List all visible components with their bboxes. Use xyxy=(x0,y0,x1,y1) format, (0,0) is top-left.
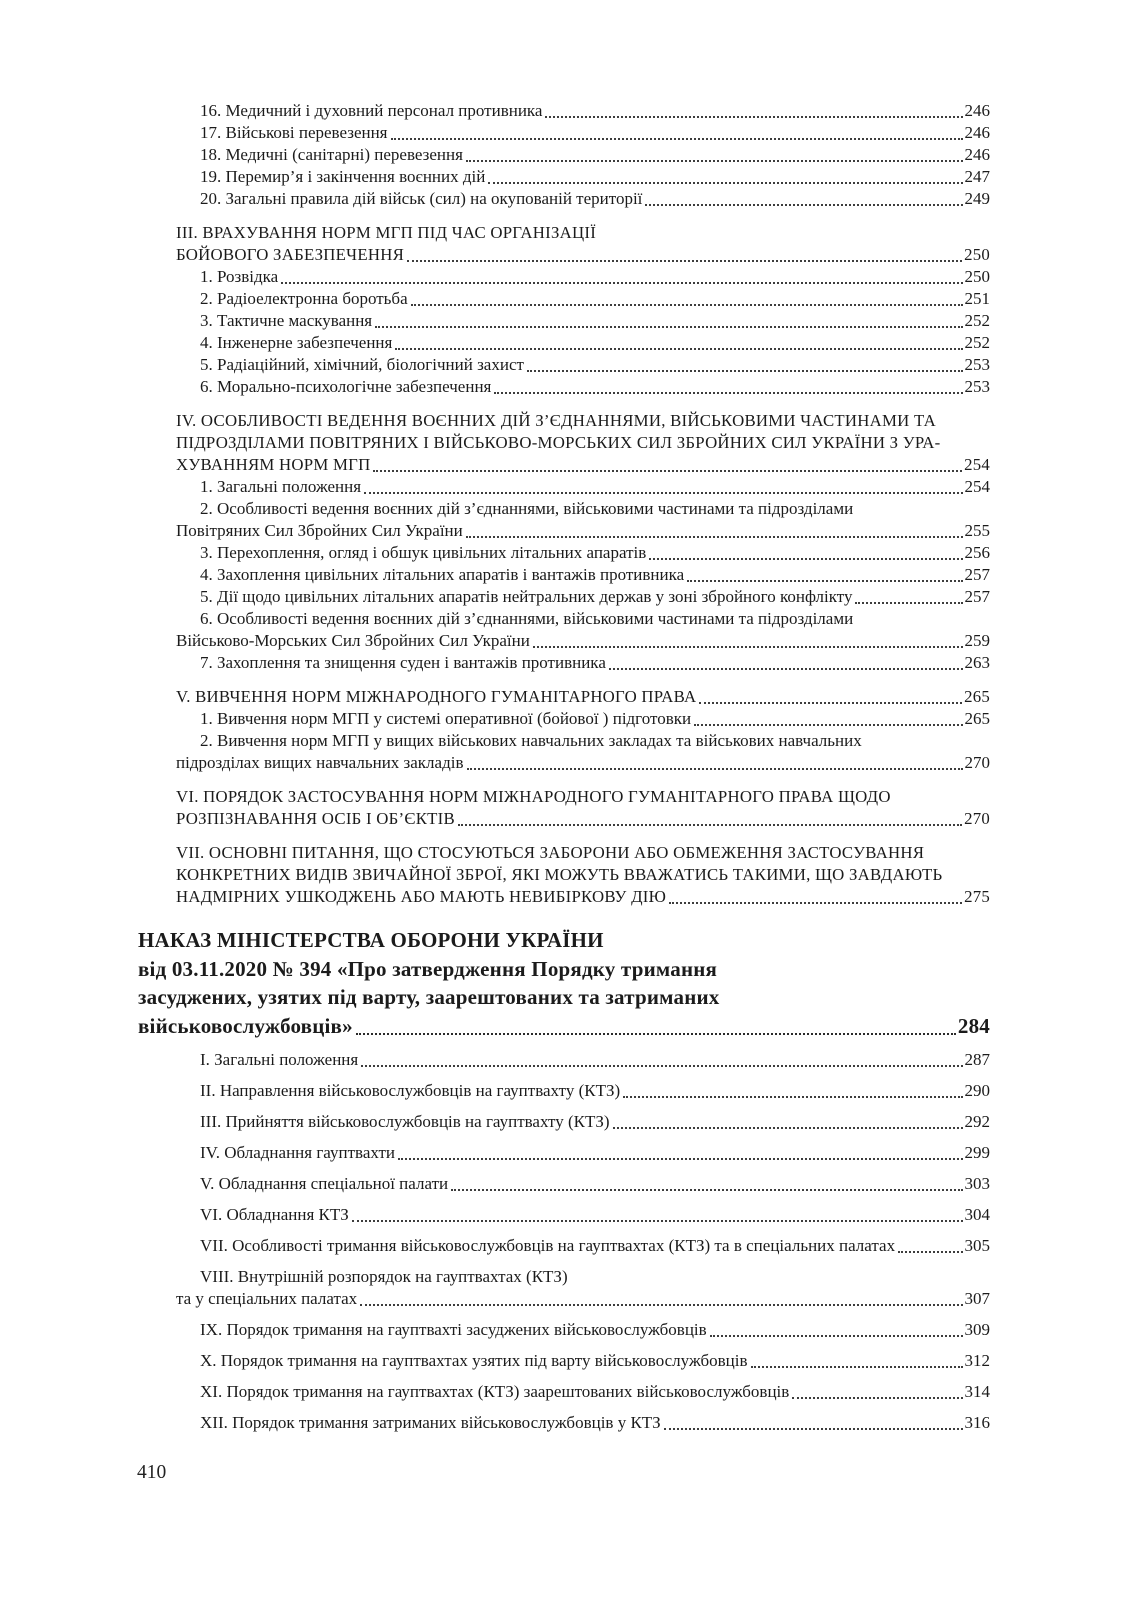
toc-entry-title: ХУВАННЯМ НОРМ МГП xyxy=(176,455,371,474)
toc-entry-row xyxy=(138,542,990,564)
toc-entry-line: КОНКРЕТНИХ ВИДІВ ЗВИЧАЙНОЇ ЗБРОЇ, ЯКІ МОЖУТЬ ВВАЖАТИСЬ ТАКИМИ, ЩО ЗАВДАЮТЬ xyxy=(176,865,943,884)
page-number: 410 xyxy=(137,1462,167,1483)
toc-entry-page: 246 xyxy=(964,101,990,120)
toc-item xyxy=(138,188,990,210)
toc-entry-row xyxy=(138,564,990,586)
toc-chapter-item xyxy=(138,1235,990,1257)
toc-entry-title: 20. Загальні правила дій військ (сил) на окупованій території xyxy=(200,189,643,208)
toc-entry-title: Військово-Морських Сил Збройних Сил України xyxy=(176,631,530,650)
toc-entry-title: V. Обладнання спеціальної палати xyxy=(200,1174,449,1193)
toc-entry-title: 3. Перехоплення, огляд і обшук цивільних літальних апаратів xyxy=(200,543,647,562)
toc-entry-title: 17. Військові перевезення xyxy=(200,123,388,142)
toc-chapter-item xyxy=(138,1350,990,1372)
toc-entry-title: 1. Вивчення норм МГП у системі оперативної (бойової ) підготовки xyxy=(200,709,692,728)
toc-entry-page: 249 xyxy=(964,189,990,208)
toc-entry-title: XI. Порядок тримання на гауптвахтах (КТЗ) заарештованих військовослужбовців xyxy=(200,1382,790,1401)
toc-item xyxy=(138,266,990,288)
toc-entry-line: 2. Особливості ведення воєнних дій з’єднаннями, військовими частинами та підрозділами xyxy=(200,499,854,518)
toc-entry-title: військовослужбовців» xyxy=(138,1013,353,1038)
toc-entry-page: 247 xyxy=(964,167,990,186)
toc-entry-row xyxy=(138,1049,990,1071)
toc-section-heading xyxy=(138,410,990,476)
toc-entry-title: НАДМІРНИХ УШКОДЖЕНЬ АБО МАЮТЬ НЕВИБІРКОВУ ДІЮ xyxy=(176,887,667,906)
toc-chapter-item xyxy=(138,1080,990,1102)
toc-entry-title: II. Направлення військовослужбовців на гауптвахту (КТЗ) xyxy=(200,1081,621,1100)
toc-entry-row xyxy=(138,808,990,830)
toc-item xyxy=(138,652,990,674)
toc-entry-page: 251 xyxy=(964,289,990,308)
toc-entry-row xyxy=(138,100,990,122)
toc-item xyxy=(138,708,990,730)
toc-entry-line: 2. Вивчення норм МГП у вищих військових навчальних закладах та військових навчальних xyxy=(200,731,862,750)
toc-entry-page: 303 xyxy=(964,1174,990,1193)
toc-entry-title: X. Порядок тримання на гауптвахтах узятих під варту військовослужбовців xyxy=(200,1351,748,1370)
toc-entry-line: НАКАЗ МІНІСТЕРСТВА ОБОРОНИ УКРАЇНИ xyxy=(138,928,604,952)
toc-item xyxy=(138,354,990,376)
toc-entry-row xyxy=(138,1350,990,1372)
toc-entry-line: VIII. Внутрішній розпорядок на гауптвахтах (КТЗ) xyxy=(200,1267,568,1286)
toc-entry-page: 259 xyxy=(964,631,990,650)
toc-entry-page: 253 xyxy=(964,377,990,396)
toc-entry-title: 4. Інженерне забезпечення xyxy=(200,333,393,352)
toc-entry-page: 270 xyxy=(964,753,990,772)
toc-entry-title: 5. Радіаційний, хімічний, біологічний захист xyxy=(200,355,524,374)
toc-document-title xyxy=(138,926,990,1040)
toc-entry-page: 254 xyxy=(964,477,990,496)
toc-entry-page: 256 xyxy=(964,543,990,562)
toc-entry-page: 292 xyxy=(964,1112,990,1131)
toc-item xyxy=(138,144,990,166)
toc-chapter-item xyxy=(138,1266,990,1310)
toc-item xyxy=(138,542,990,564)
toc-entry-page: 265 xyxy=(964,687,990,706)
toc-entry-line: 6. Особливості ведення воєнних дій з’єднаннями, військовими частинами та підрозділами xyxy=(200,609,854,628)
toc-chapter-item xyxy=(138,1111,990,1133)
toc-item xyxy=(138,122,990,144)
toc-entry-row xyxy=(138,1111,990,1133)
toc-entry-row xyxy=(138,1204,990,1226)
toc-entry-row xyxy=(138,1412,990,1434)
toc-entry-line: від 03.11.2020 № 394 «Про затвердження Порядку тримання xyxy=(138,956,718,981)
toc-entry-page: 290 xyxy=(964,1081,990,1100)
toc-entry-row xyxy=(138,1235,990,1257)
toc-entry-title: 2. Радіоелектронна боротьба xyxy=(200,289,408,308)
toc-entry-title: IX. Порядок тримання на гауптвахті засуджених військовослужбовців xyxy=(200,1320,707,1339)
toc-entry-row xyxy=(138,376,990,398)
toc-entry-title: 3. Тактичне маскування xyxy=(200,311,373,330)
toc-entry-row xyxy=(138,586,990,608)
toc-chapter-item xyxy=(138,1142,990,1164)
toc-entry-page: 246 xyxy=(964,145,990,164)
toc-entry-page: 312 xyxy=(964,1351,990,1370)
toc-entry-line: VII. ОСНОВНІ ПИТАННЯ, ЩО СТОСУЮТЬСЯ ЗАБОРОНИ АБО ОБМЕЖЕННЯ ЗАСТОСУВАННЯ xyxy=(176,843,925,862)
table-of-contents xyxy=(138,100,990,1434)
toc-entry-row xyxy=(138,1288,990,1310)
toc-item xyxy=(138,608,990,652)
toc-entry-title: 18. Медичні (санітарні) перевезення xyxy=(200,145,463,164)
toc-entry-page: 287 xyxy=(964,1050,990,1069)
toc-entry-row xyxy=(138,244,990,266)
toc-entry-page: 270 xyxy=(964,809,990,828)
toc-entry-row xyxy=(138,1381,990,1403)
toc-item xyxy=(138,288,990,310)
toc-entry-row xyxy=(138,454,990,476)
toc-entry-title: РОЗПІЗНАВАННЯ ОСІБ І ОБ’ЄКТІВ xyxy=(176,809,455,828)
toc-entry-title: 1. Загальні положення xyxy=(200,477,362,496)
toc-entry-page: 255 xyxy=(964,521,990,540)
toc-item xyxy=(138,332,990,354)
toc-entry-title: підрозділах вищих навчальних закладів xyxy=(176,753,464,772)
toc-entry-row xyxy=(138,686,990,708)
toc-entry-page: 254 xyxy=(964,455,990,474)
toc-entry-row xyxy=(138,708,990,730)
toc-entry-row xyxy=(138,122,990,144)
toc-entry-row xyxy=(138,520,990,542)
toc-item xyxy=(138,376,990,398)
toc-chapter-item xyxy=(138,1381,990,1403)
toc-item xyxy=(138,564,990,586)
toc-entry-line: IV. ОСОБЛИВОСТІ ВЕДЕННЯ ВОЄННИХ ДІЙ З’ЄДНАННЯМИ, ВІЙСЬКОВИМИ ЧАСТИНАМИ ТА xyxy=(176,411,937,430)
toc-entry-page: 304 xyxy=(964,1205,990,1224)
toc-section-heading xyxy=(138,786,990,830)
toc-entry-row xyxy=(138,310,990,332)
toc-entry-page: 275 xyxy=(964,887,990,906)
toc-entry-row xyxy=(138,752,990,774)
toc-item xyxy=(138,476,990,498)
toc-entry-title: 1. Розвідка xyxy=(200,267,279,286)
toc-entry-title: 7. Захоплення та знищення суден і вантажів противника xyxy=(200,653,606,672)
toc-entry-page: 252 xyxy=(964,311,990,330)
toc-entry-row xyxy=(138,1142,990,1164)
toc-entry-page: 299 xyxy=(964,1143,990,1162)
toc-entry-row xyxy=(138,288,990,310)
toc-entry-page: 284 xyxy=(957,1013,990,1038)
toc-item xyxy=(138,498,990,542)
toc-entry-row xyxy=(138,166,990,188)
toc-entry-title: 16. Медичний і духовний персонал противника xyxy=(200,101,543,120)
toc-entry-title: IV. Обладнання гауптвахти xyxy=(200,1143,395,1162)
toc-entry-title: I. Загальні положення xyxy=(200,1050,359,1069)
toc-item xyxy=(138,730,990,774)
toc-entry-title: 6. Морально-психологічне забезпечення xyxy=(200,377,492,396)
toc-entry-row xyxy=(138,1173,990,1195)
toc-entry-page: 265 xyxy=(964,709,990,728)
toc-item xyxy=(138,586,990,608)
toc-entry-line: засуджених, узятих під варту, заарештованих та затриманих xyxy=(138,985,720,1009)
toc-entry-page: 263 xyxy=(964,653,990,672)
toc-entry-page: 250 xyxy=(964,267,990,286)
toc-entry-title: БОЙОВОГО ЗАБЕЗПЕЧЕННЯ xyxy=(176,245,405,264)
toc-chapter-item xyxy=(138,1049,990,1071)
toc-entry-page: 253 xyxy=(964,355,990,374)
toc-entry-title: Повітряних Сил Збройних Сил України xyxy=(176,521,463,540)
toc-entry-row xyxy=(138,630,990,652)
toc-section-heading xyxy=(138,686,990,708)
toc-entry-row xyxy=(138,886,990,908)
toc-entry-row xyxy=(138,188,990,210)
toc-entry-title: III. Прийняття військовослужбовців на гауптвахту (КТЗ) xyxy=(200,1112,610,1131)
toc-item xyxy=(138,166,990,188)
toc-entry-row xyxy=(138,1319,990,1341)
toc-chapter-item xyxy=(138,1319,990,1341)
toc-entry-row xyxy=(138,354,990,376)
toc-entry-page: 309 xyxy=(964,1320,990,1339)
toc-entry-line: VI. ПОРЯДОК ЗАСТОСУВАННЯ НОРМ МІЖНАРОДНОГО ГУМАНІТАРНОГО ПРАВА ЩОДО xyxy=(176,787,891,806)
toc-entry-page: 314 xyxy=(964,1382,990,1401)
toc-entry-page: 246 xyxy=(964,123,990,142)
toc-entry-title: XII. Порядок тримання затриманих військовослужбовців у КТЗ xyxy=(200,1413,661,1432)
toc-entry-row xyxy=(138,476,990,498)
toc-entry-row xyxy=(138,332,990,354)
toc-entry-title: VII. Особливості тримання військовослужбовців на гауптвахтах (КТЗ) та в спеціальних палатах xyxy=(200,1236,896,1255)
toc-chapter-item xyxy=(138,1412,990,1434)
toc-entry-title: 19. Перемир’я і закінчення воєнних дій xyxy=(200,167,486,186)
toc-section-heading xyxy=(138,842,990,908)
toc-entry-page: 307 xyxy=(964,1289,990,1308)
toc-section-heading xyxy=(138,222,990,266)
toc-entry-page: 257 xyxy=(964,587,990,606)
toc-entry-page: 305 xyxy=(964,1236,990,1255)
toc-chapter-item xyxy=(138,1204,990,1226)
toc-entry-row xyxy=(138,266,990,288)
toc-item xyxy=(138,100,990,122)
toc-entry-title: 4. Захоплення цивільних літальних апаратів і вантажів противника xyxy=(200,565,685,584)
toc-entry-page: 316 xyxy=(964,1413,990,1432)
toc-entry-row xyxy=(138,144,990,166)
toc-chapter-item xyxy=(138,1173,990,1195)
toc-entry-line: ПІДРОЗДІЛАМИ ПОВІТРЯНИХ І ВІЙСЬКОВО-МОРСЬКИХ СИЛ ЗБРОЙНИХ СИЛ УКРАЇНИ З УРА- xyxy=(176,433,941,452)
toc-entry-row xyxy=(138,652,990,674)
toc-entry-title: та у спеціальних палатах xyxy=(176,1289,358,1308)
toc-entry-page: 250 xyxy=(964,245,990,264)
toc-entry-row xyxy=(138,1012,990,1041)
toc-entry-title: 5. Дії щодо цивільних літальних апаратів нейтральних держав у зоні збройного конфлікту xyxy=(200,587,853,606)
toc-entry-line: III. ВРАХУВАННЯ НОРМ МГП ПІД ЧАС ОРГАНІЗАЦІЇ xyxy=(176,223,597,242)
toc-item xyxy=(138,310,990,332)
toc-entry-title: VI. Обладнання КТЗ xyxy=(200,1205,349,1224)
toc-entry-title: V. ВИВЧЕННЯ НОРМ МІЖНАРОДНОГО ГУМАНІТАРНОГО ПРАВА xyxy=(176,687,697,706)
toc-entry-page: 252 xyxy=(964,333,990,352)
toc-entry-page: 257 xyxy=(964,565,990,584)
toc-entry-row xyxy=(138,1080,990,1102)
